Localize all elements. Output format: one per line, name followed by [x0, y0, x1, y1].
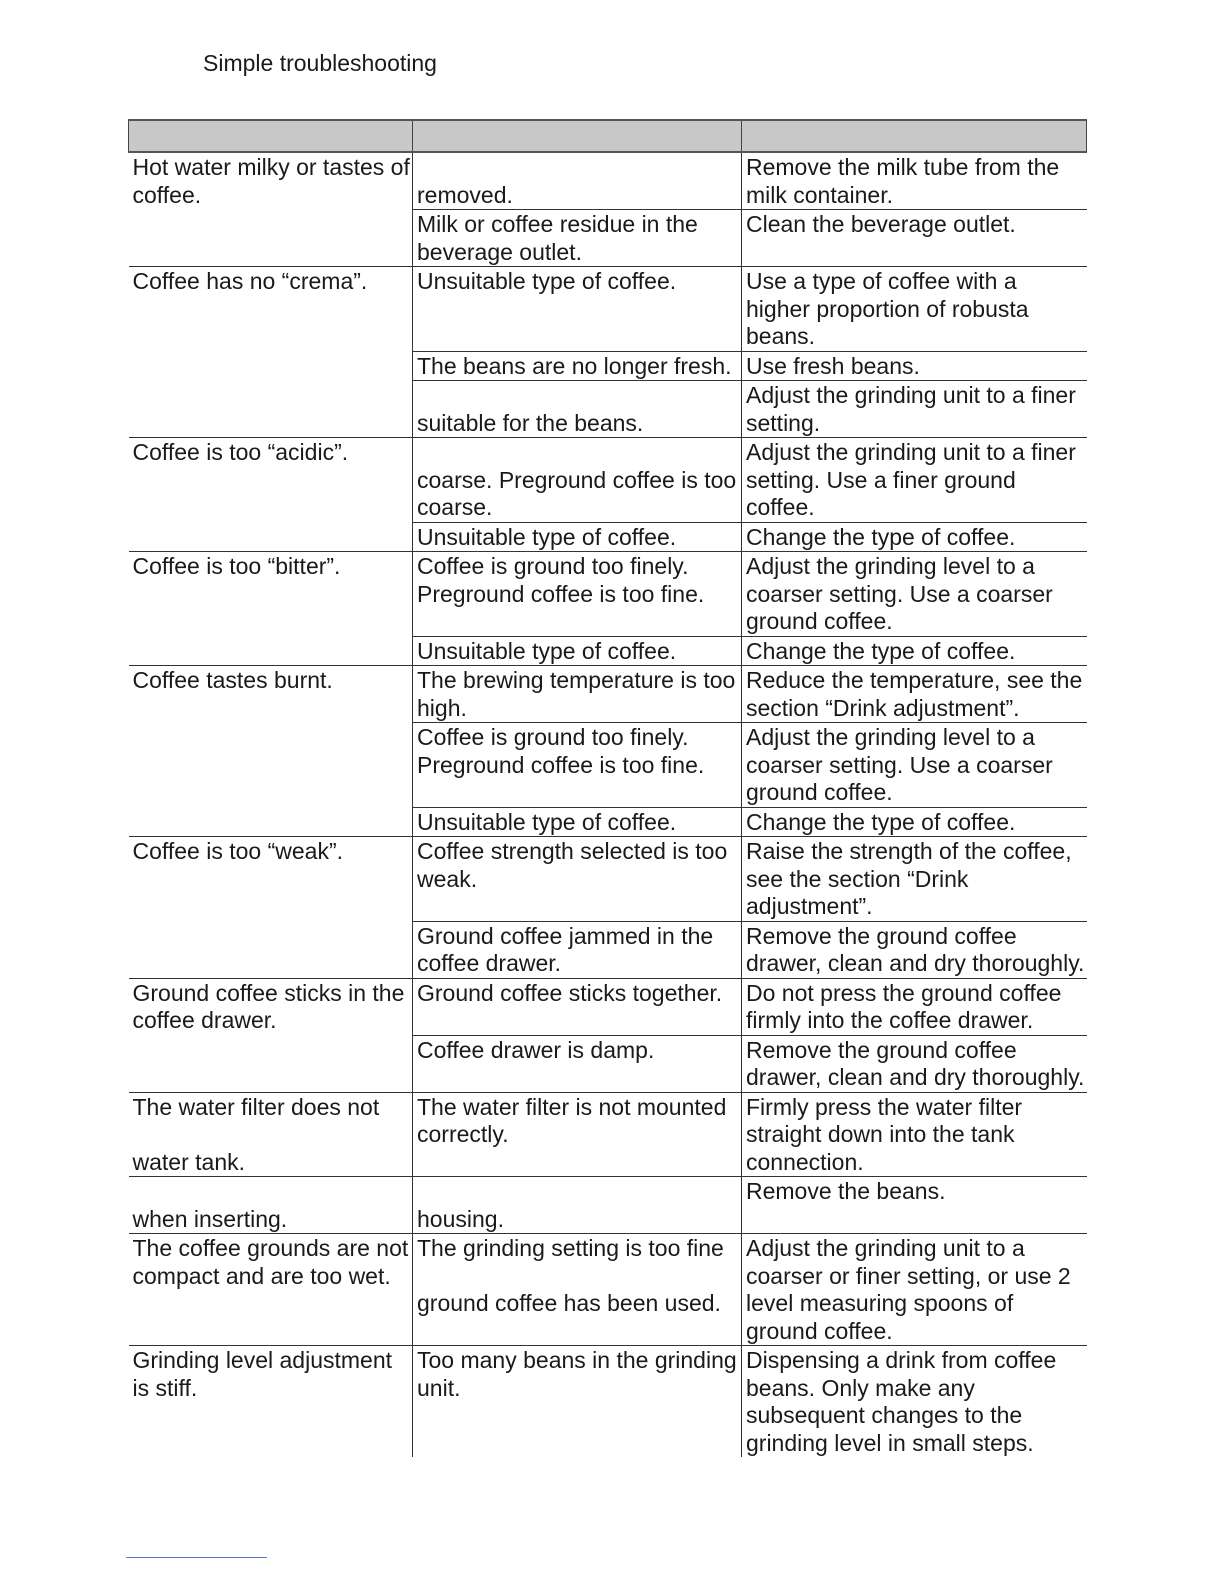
table-row [129, 666, 1087, 723]
table-row [129, 1177, 1087, 1234]
problem-cell: Grinding level adjustment is stiff. [132, 1347, 393, 1401]
solution-cell: Adjust the grinding unit to a finer setting. Use a finer ground coffee. [742, 438, 1087, 523]
cause-cell: Coffee drawer is damp. [413, 1035, 742, 1092]
table-row [129, 438, 1087, 523]
problem-cell: Ground coffee sticks in the coffee drawer. [129, 978, 413, 1092]
problem-cell: Coffee is too “acidic”. [129, 438, 413, 552]
table-row [129, 1092, 1087, 1177]
cause-text: suitable for the beans. [417, 409, 644, 436]
cause-cell: Coffee is ground too finely. Preground coffee is too fine. [413, 552, 742, 637]
table-row [129, 267, 1087, 352]
cause-cell: Unsuitable type of coffee. [413, 522, 742, 552]
table-row [129, 978, 1087, 1035]
header-problem [129, 120, 413, 152]
table-row [129, 552, 1087, 637]
header-solution [742, 120, 1087, 152]
table-row [129, 1234, 1087, 1346]
cause-cell: Unsuitable type of coffee. [413, 807, 742, 837]
cause-text: housing. [417, 1205, 504, 1232]
cause-text: removed. [417, 181, 513, 208]
problem-cell: Hot water milky or tastes of coffee. [129, 152, 413, 267]
table-row [129, 1346, 1087, 1458]
cause-cell: Unsuitable type of coffee. [413, 267, 742, 352]
solution-cell: Use fresh beans. [742, 351, 1087, 381]
cause-cell: Ground coffee sticks together. [413, 978, 742, 1035]
problem-cell: Coffee is too “weak”. [129, 837, 413, 979]
footer-rule [126, 1557, 267, 1558]
cause-cell: The beans are no longer fresh. [413, 351, 742, 381]
problem-cell [129, 1092, 413, 1177]
cause-cell: Too many beans in the grinding unit. [413, 1346, 742, 1458]
troubleshooting-table [128, 119, 1087, 1457]
header-cause [413, 120, 742, 152]
problem-text: when inserting. [132, 1205, 288, 1232]
solution-cell: Remove the milk tube from the milk container. [742, 152, 1087, 210]
problem-text: water tank. [132, 1148, 245, 1175]
solution-cell: Use a type of coffee with a higher proportion of robusta beans. [742, 267, 1087, 352]
solution-cell: Adjust the grinding unit to a finer setting. [742, 381, 1087, 438]
cause-cell: Coffee is ground too finely. Preground coffee is too fine. [413, 723, 742, 808]
table-header-row [129, 120, 1087, 152]
solution-cell: Remove the ground coffee drawer, clean and dry thoroughly. [742, 1035, 1087, 1092]
cause-cell: Unsuitable type of coffee. [413, 636, 742, 666]
solution-cell: Do not press the ground coffee firmly into the coffee drawer. [742, 978, 1087, 1035]
problem-cell: Coffee has no “crema”. [129, 267, 413, 438]
page-title: Simple troubleshooting [203, 50, 437, 76]
cause-text: The grinding setting is too fine [417, 1235, 724, 1261]
solution-cell: Clean the beverage outlet. [742, 210, 1087, 267]
cause-cell [413, 152, 742, 210]
solution-cell: Change the type of coffee. [742, 807, 1087, 837]
cause-cell [413, 381, 742, 438]
solution-cell: Adjust the grinding level to a coarser setting. Use a coarser ground coffee. [742, 552, 1087, 637]
cause-cell [413, 1234, 742, 1346]
solution-cell: Reduce the temperature, see the section “Drink adjustment”. [742, 666, 1087, 723]
solution-cell: Remove the beans. [742, 1177, 1087, 1234]
cause-cell: The brewing temperature is too high. [413, 666, 742, 723]
solution-cell: Remove the ground coffee drawer, clean and dry thoroughly. [742, 921, 1087, 978]
cause-text: coarse. Preground coffee is too coarse. [417, 466, 737, 520]
cause-text: ground coffee has been used. [417, 1290, 721, 1316]
problem-cell: Coffee is too “bitter”. [129, 552, 413, 666]
table-row [129, 152, 1087, 210]
problem-text: The water filter does not [132, 1093, 380, 1120]
solution-cell: Firmly press the water filter straight down into the tank connection. [742, 1092, 1087, 1177]
table-row [129, 837, 1087, 922]
problem-cell [129, 1177, 413, 1234]
solution-cell: Adjust the grinding unit to a coarser or finer setting, or use 2 level measuring spoons of ground coffee. [742, 1234, 1087, 1346]
cause-cell: Milk or coffee residue in the beverage outlet. [413, 210, 742, 267]
cause-cell [413, 438, 742, 523]
solution-cell: Change the type of coffee. [742, 636, 1087, 666]
solution-cell: Dispensing a drink from coffee beans. Only make any subsequent changes to the grinding level in small steps. [742, 1346, 1087, 1458]
problem-cell: Coffee tastes burnt. [129, 666, 413, 837]
cause-cell: The water filter is not mounted correctly. [413, 1092, 742, 1177]
cause-cell: Coffee strength selected is too weak. [413, 837, 742, 922]
cause-cell [413, 1177, 742, 1234]
problem-cell: The coffee grounds are not compact and are too wet. [129, 1234, 413, 1346]
solution-cell: Adjust the grinding level to a coarser setting. Use a coarser ground coffee. [742, 723, 1087, 808]
solution-cell: Change the type of coffee. [742, 522, 1087, 552]
cause-cell: Ground coffee jammed in the coffee drawer. [413, 921, 742, 978]
solution-cell: Raise the strength of the coffee, see the section “Drink adjustment”. [742, 837, 1087, 922]
